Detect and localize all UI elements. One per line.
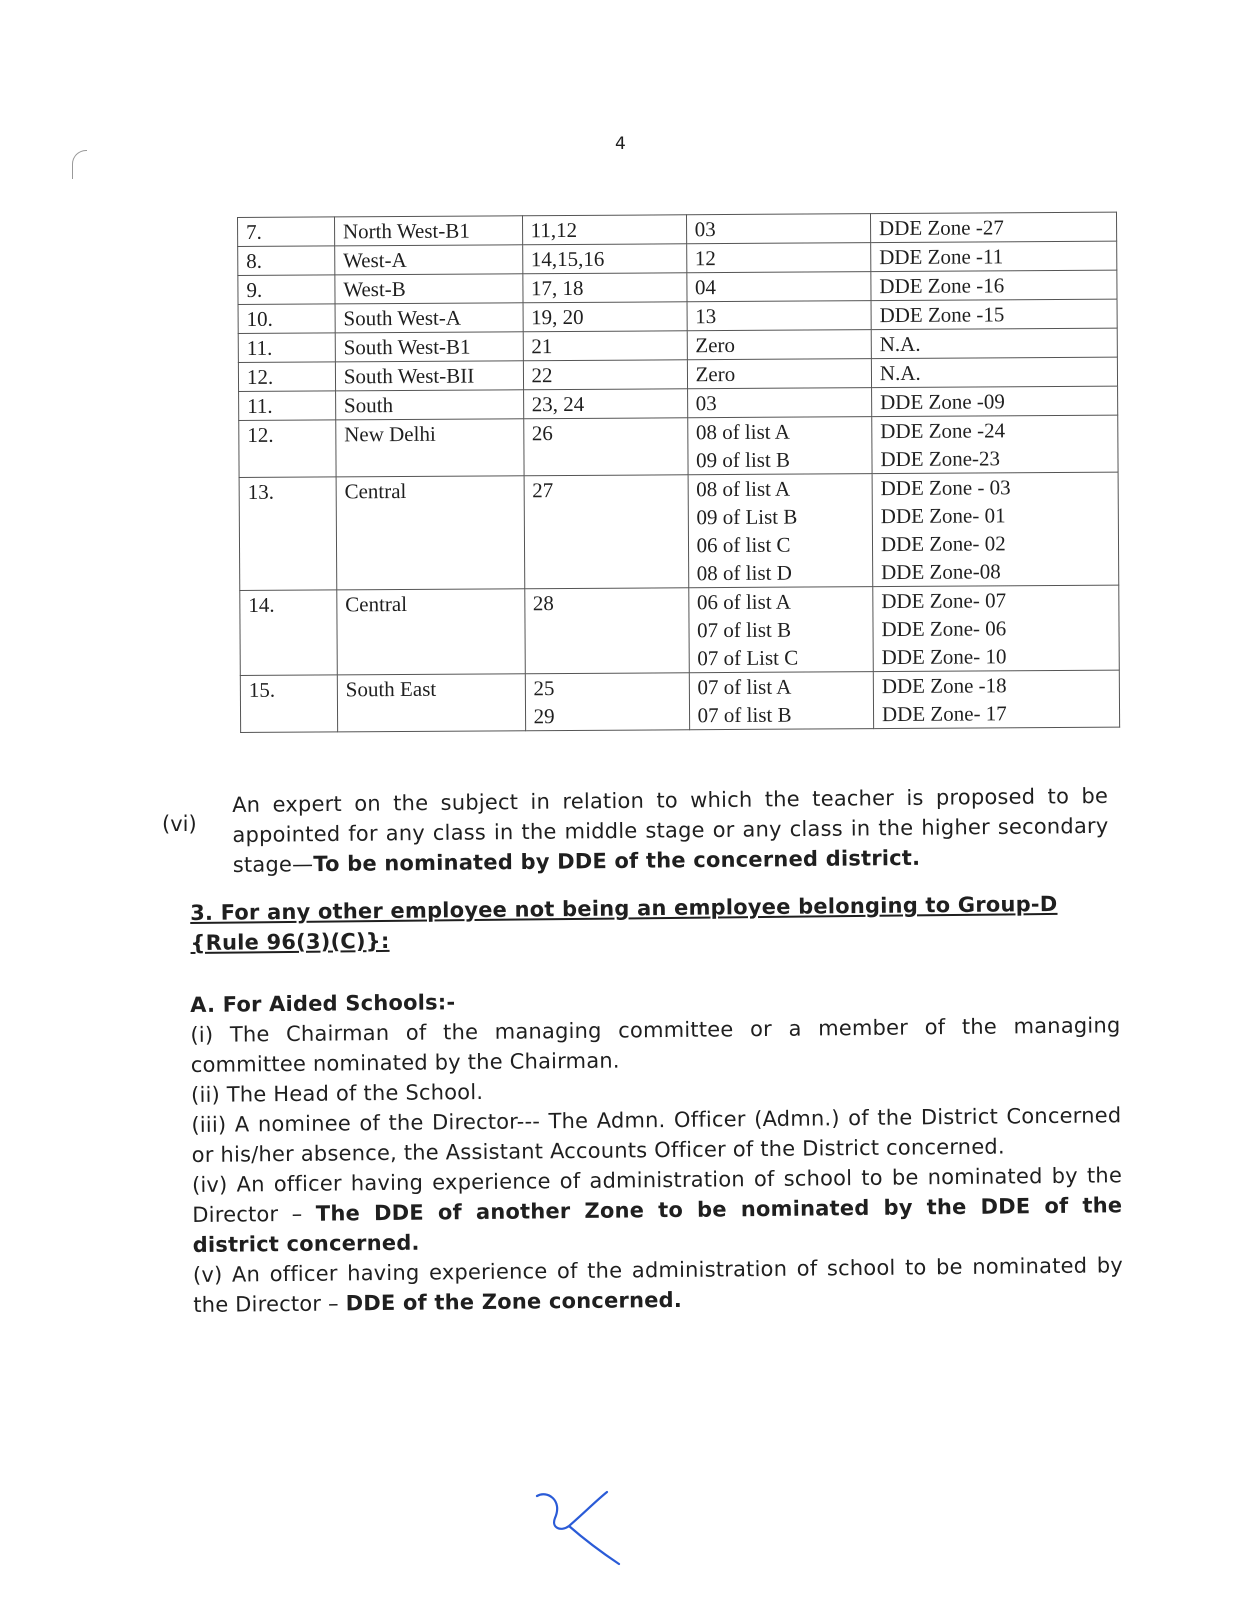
cell-lists-line: 06 of list A — [696, 589, 791, 615]
table-row — [238, 212, 1117, 246]
cell-dde-line: DDE Zone -09 — [879, 389, 1005, 415]
cell-numbers-line: 22 — [531, 363, 553, 388]
item-vi — [232, 781, 1109, 880]
cell-district: North West-B1 — [334, 216, 522, 246]
cell-district: South — [335, 390, 523, 420]
cell-district: Central — [337, 589, 525, 675]
cell-sno: 11. — [239, 391, 336, 421]
cell-dde-line: DDE Zone - 03 — [880, 475, 1011, 501]
cell-sno: 8. — [238, 246, 335, 276]
cell-sno: 10. — [238, 304, 335, 334]
cell-lists-line: 03 — [695, 391, 717, 416]
cell-dde-line: DDE Zone -24 — [880, 418, 1006, 444]
scan-mark — [72, 150, 87, 179]
item-v-text: (v) An officer having experience of the administration of school to be nominated by the Director – — [192, 1253, 1124, 1317]
cell-numbers — [523, 389, 687, 419]
cell-dde — [871, 299, 1117, 330]
cell-lists — [688, 587, 873, 673]
cell-numbers — [524, 588, 689, 674]
table-row — [238, 299, 1117, 333]
cell-lists-line: 07 of list B — [697, 702, 792, 728]
cell-lists-line: 07 of List C — [697, 645, 799, 671]
cell-lists — [688, 474, 873, 588]
cell-dde-line: DDE Zone- 02 — [880, 531, 1006, 557]
section-3-heading-line1: 3. For any other employee not being an employee belonging to Group-D — [190, 891, 1058, 925]
cell-dde — [870, 212, 1116, 243]
cell-numbers — [522, 273, 686, 303]
cell-numbers-line: 14,15,16 — [530, 246, 605, 272]
cell-numbers — [522, 244, 686, 274]
cell-dde-line: DDE Zone- 10 — [881, 644, 1007, 670]
cell-lists-line: 09 of List B — [696, 504, 798, 530]
cell-sno: 12. — [238, 362, 335, 392]
cell-dde — [873, 670, 1119, 729]
cell-dde-line: N.A. — [879, 360, 921, 386]
cell-lists-line: 08 of list A — [696, 476, 791, 502]
cell-numbers-line: 21 — [531, 334, 553, 359]
cell-numbers-line: 26 — [531, 421, 553, 446]
cell-lists — [687, 301, 872, 331]
cell-numbers-line: 27 — [532, 478, 554, 503]
cell-dde-line: DDE Zone -16 — [879, 273, 1005, 299]
cell-numbers — [523, 331, 687, 361]
cell-dde — [871, 357, 1117, 388]
cell-lists — [686, 214, 871, 244]
cell-sno: 9. — [238, 275, 335, 305]
cell-dde — [871, 241, 1117, 272]
cell-lists-line: 06 of list C — [696, 532, 791, 558]
cell-district: West-B — [335, 274, 523, 304]
page-number: 4 — [615, 134, 626, 154]
cell-numbers-line: 28 — [532, 591, 554, 616]
item-vi-text: An expert on the subject in relation to which the teacher is proposed to be appointed for any class in the middle stage or any class in the higher secondary stage— — [232, 783, 1109, 877]
cell-lists — [687, 388, 872, 418]
section-3-heading-line2: {Rule 96(3)(C)}: — [190, 928, 390, 955]
cell-lists-line: Zero — [695, 332, 736, 358]
cell-dde-line: DDE Zone -15 — [879, 302, 1005, 328]
cell-numbers — [523, 360, 687, 390]
cell-district: Central — [336, 476, 524, 590]
cell-district: South West-B1 — [335, 332, 523, 362]
cell-numbers — [523, 418, 687, 476]
cell-lists-line: 12 — [694, 246, 716, 271]
table-row — [239, 415, 1118, 477]
table-row — [239, 386, 1118, 420]
cell-district: New Delhi — [336, 419, 524, 477]
section-3-body — [190, 980, 1123, 1320]
cell-dde-line: DDE Zone -18 — [881, 673, 1007, 699]
cell-numbers-line: 11,12 — [530, 217, 578, 243]
cell-numbers — [525, 673, 689, 731]
cell-dde — [872, 415, 1118, 474]
cell-lists-line: 04 — [694, 275, 717, 300]
cell-district: South West-A — [335, 303, 523, 333]
cell-district: South East — [337, 674, 525, 732]
cell-district: South West-BII — [335, 361, 523, 391]
item-i: (i) The Chairman of the managing committee or a member of the managing committee nominated by the Chairman. — [190, 1013, 1121, 1077]
cell-lists-line: 13 — [695, 304, 717, 329]
cell-district: West-A — [335, 245, 523, 275]
item-v — [193, 1250, 1124, 1320]
cell-lists — [687, 359, 872, 389]
cell-sno: 12. — [239, 420, 336, 478]
cell-lists — [689, 672, 874, 730]
item-iv-text: (iv) An officer having experience of administration of school to be nominated by the Director – — [191, 1163, 1123, 1227]
cell-numbers — [524, 475, 689, 589]
cell-numbers-line: 23, 24 — [531, 391, 585, 417]
cell-dde-line: DDE Zone -11 — [879, 244, 1004, 270]
table-row — [238, 241, 1117, 275]
item-iii: (iii) A nominee of the Director--- The Admn. Officer (Admn.) of the District Concerned or his/her absence, the Assistant Accounts Officer of the District concerned. — [191, 1103, 1122, 1167]
item-iv — [192, 1160, 1123, 1260]
cell-lists-line: 07 of list A — [697, 674, 792, 700]
cell-dde-line: DDE Zone-08 — [881, 559, 1001, 585]
item-vi-bold: To be nominated by DDE of the concerned district. — [313, 845, 921, 877]
table-row — [240, 585, 1120, 675]
section-3-heading — [190, 888, 1121, 958]
cell-numbers-line: 17, 18 — [530, 275, 584, 301]
item-ii: (ii) The Head of the School. — [190, 1079, 484, 1107]
cell-dde — [873, 585, 1120, 672]
cell-sno: 7. — [238, 217, 335, 247]
cell-lists-line: 08 of list A — [695, 419, 790, 445]
cell-lists — [687, 330, 872, 360]
cell-lists-line: Zero — [695, 361, 736, 387]
cell-numbers — [523, 302, 687, 332]
cell-lists-line: 08 of list D — [696, 560, 792, 586]
cell-numbers-line: 19, 20 — [531, 304, 584, 330]
table-row — [238, 270, 1117, 304]
cell-sno: 13. — [239, 477, 337, 591]
item-v-bold: DDE of the Zone concerned. — [345, 1287, 683, 1316]
aided-schools-subheading: A. For Aided Schools:- — [190, 990, 456, 1017]
cell-dde-line: DDE Zone- 01 — [880, 503, 1006, 529]
cell-dde-line: DDE Zone- 17 — [881, 701, 1007, 727]
item-vi-marker: (vi) — [162, 812, 197, 836]
cell-dde-line: N.A. — [879, 331, 921, 357]
cell-sno: 11. — [238, 333, 335, 363]
cell-dde — [871, 328, 1117, 359]
cell-numbers-line: 25 — [533, 676, 555, 701]
cell-dde — [871, 386, 1117, 417]
signature-mark — [535, 1488, 645, 1568]
cell-numbers — [522, 215, 686, 245]
cell-numbers-line: 29 — [533, 704, 555, 729]
cell-sno: 14. — [240, 590, 337, 676]
cell-dde-line: DDE Zone-23 — [880, 446, 1001, 472]
table-row — [239, 472, 1119, 590]
cell-lists-line: 03 — [694, 217, 716, 242]
cell-lists — [687, 417, 872, 475]
table-row — [240, 670, 1119, 732]
cell-dde — [871, 270, 1117, 301]
cell-dde-line: DDE Zone- 07 — [881, 588, 1007, 614]
cell-lists — [686, 272, 871, 302]
item-iv-bold: The DDE of another Zone to be nominated by the DDE of the district concerned. — [192, 1193, 1123, 1257]
cell-lists — [686, 243, 871, 273]
cell-dde-line: DDE Zone- 06 — [881, 616, 1007, 642]
zone-table — [237, 212, 1120, 733]
cell-dde-line: DDE Zone -27 — [878, 215, 1004, 241]
cell-lists-line: 07 of list B — [697, 617, 792, 643]
cell-lists-line: 09 of list B — [695, 447, 791, 473]
cell-sno: 15. — [240, 675, 337, 733]
cell-dde — [872, 472, 1119, 587]
